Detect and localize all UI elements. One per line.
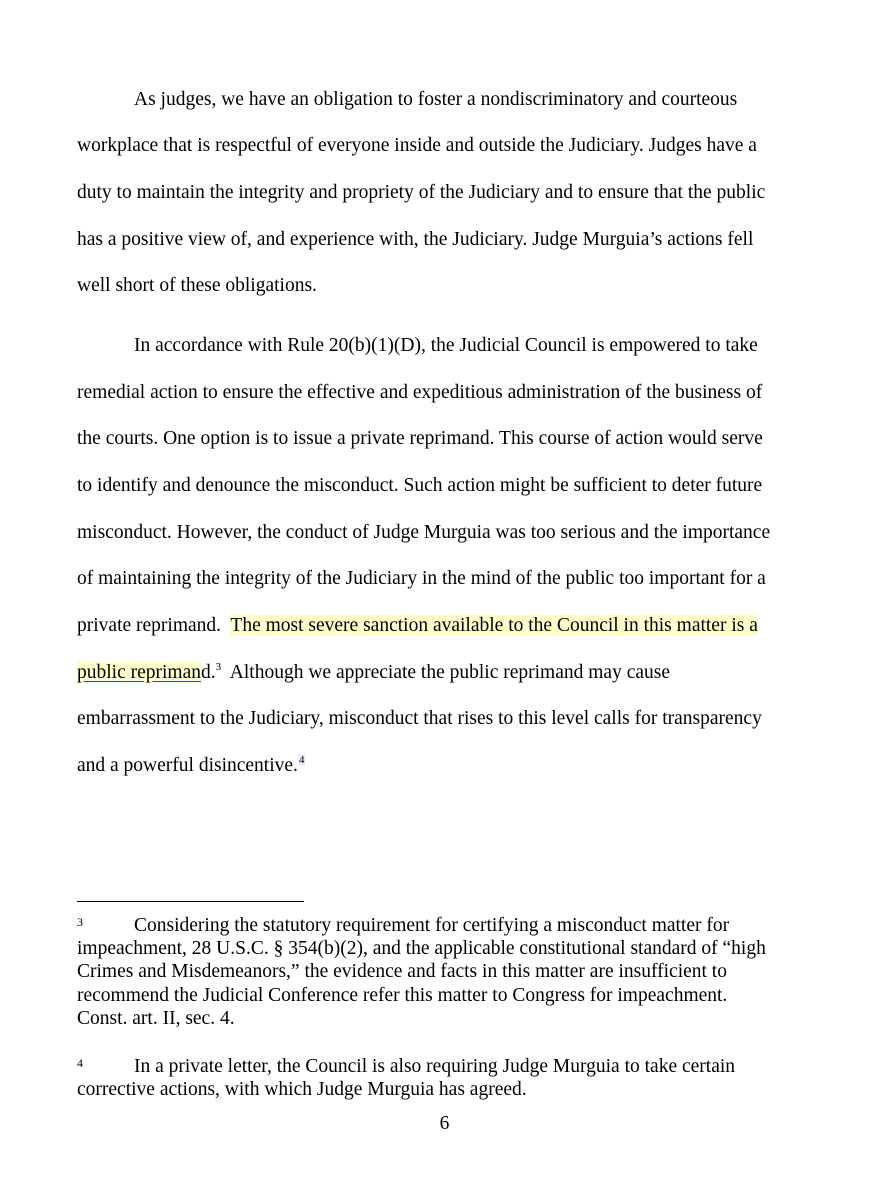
body-text-line: duty to maintain the integrity and propriety of the Judiciary and to ensure that the public [77, 182, 766, 203]
body-text-line [77, 754, 305, 778]
footnote-number: 4 [77, 1056, 83, 1070]
body-text-line: remedial action to ensure the effective and expeditious administration of the business of [77, 382, 763, 403]
body-text-segment: Although we appreciate the public reprimand may cause [221, 662, 671, 683]
footnote-number: 3 [77, 915, 83, 929]
body-text-line: to identify and denounce the misconduct. Such action might be sufficient to deter future [77, 475, 763, 496]
body-text-line [77, 614, 758, 638]
page-number: 6 [439, 1113, 450, 1134]
footnote-text-line: Const. art. II, sec. 4. [77, 1008, 235, 1029]
highlighted-underlined-text: public repriman [77, 662, 201, 683]
body-text-segment: private reprimand. [77, 615, 231, 636]
body-text-line: workplace that is respectful of everyone inside and outside the Judiciary. Judges have a [77, 135, 757, 156]
body-text-line [77, 661, 670, 685]
footnote-text-line: corrective actions, with which Judge Murguia has agreed. [77, 1079, 527, 1100]
footnote-text-line: recommend the Judicial Conference refer this matter to Congress for impeachment. [77, 985, 728, 1006]
footnote-ref-3[interactable]: 3 [215, 661, 222, 673]
body-text-segment: d. [201, 662, 216, 683]
highlighted-text: The most severe sanction available to the Council in this matter is a [230, 615, 758, 636]
footnote-separator [77, 901, 304, 902]
body-text-line: misconduct. However, the conduct of Judge Murguia was too serious and the importance [77, 522, 771, 543]
footnote-text-line: In a private letter, the Council is also requiring Judge Murguia to take certain [134, 1056, 736, 1077]
footnote-ref-4[interactable]: 4 [298, 754, 305, 766]
footnote-text-line: Considering the statutory requirement for certifying a misconduct matter for [134, 915, 730, 936]
body-text-line: In accordance with Rule 20(b)(1)(D), the Judicial Council is empowered to take [134, 335, 758, 356]
body-text-line: As judges, we have an obligation to foster a nondiscriminatory and courteous [134, 89, 738, 110]
body-text-line: well short of these obligations. [77, 275, 317, 296]
footnote-text-line: Crimes and Misdemeanors,” the evidence and facts in this matter are insufficient to [77, 961, 727, 982]
body-text-segment: and a powerful disincentive. [77, 755, 298, 776]
footnote-text-line: impeachment, 28 U.S.C. § 354(b)(2), and the applicable constitutional standard of “high [77, 938, 766, 959]
body-text-line: embarrassment to the Judiciary, misconduct that rises to this level calls for transparency [77, 708, 762, 729]
body-text-line: of maintaining the integrity of the Judiciary in the mind of the public too important for a [77, 568, 766, 589]
body-text-line: has a positive view of, and experience with, the Judiciary. Judge Murguia’s actions fell [77, 229, 754, 250]
body-text-line: the courts. One option is to issue a private reprimand. This course of action would serve [77, 428, 763, 449]
